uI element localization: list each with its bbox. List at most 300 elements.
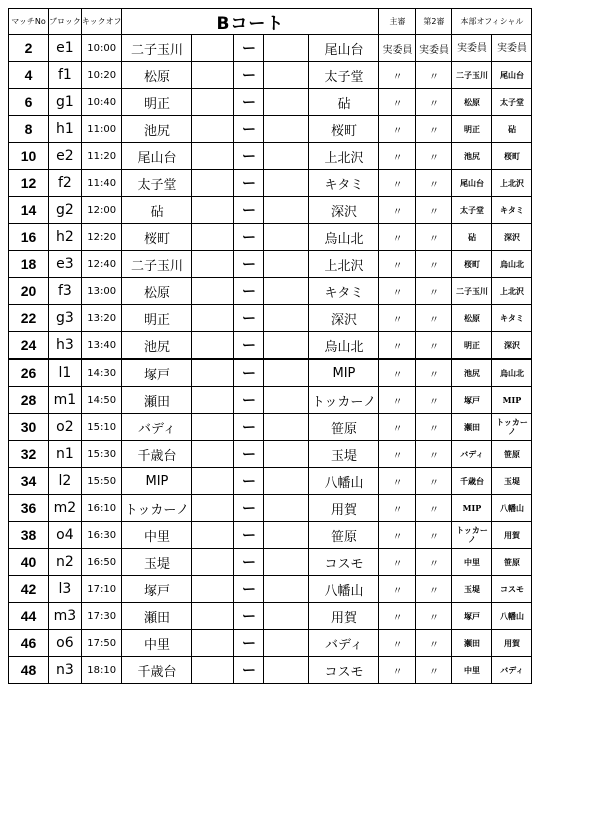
second-referee: 〃 xyxy=(416,116,452,143)
match-no: 36 xyxy=(9,495,49,522)
block-code: l2 xyxy=(49,468,82,495)
table-row xyxy=(9,630,532,657)
home-team: MIP xyxy=(122,468,192,495)
home-team: 千歳台 xyxy=(122,657,192,684)
chief-referee: 〃 xyxy=(379,495,416,522)
kickoff-time: 18:10 xyxy=(81,657,122,684)
table-row xyxy=(9,35,532,62)
score-cell xyxy=(192,224,234,251)
hq-official-1: 実委員 xyxy=(452,35,492,62)
hq-official-2: 用賀 xyxy=(492,630,532,657)
chief-referee: 〃 xyxy=(379,197,416,224)
second-referee: 〃 xyxy=(416,657,452,684)
chief-referee: 〃 xyxy=(379,549,416,576)
kickoff-time: 17:50 xyxy=(81,630,122,657)
home-team: トッカーノ xyxy=(122,495,192,522)
chief-referee: 〃 xyxy=(379,630,416,657)
away-team: 砧 xyxy=(309,89,379,116)
chief-referee: 〃 xyxy=(379,224,416,251)
kickoff-time: 13:40 xyxy=(81,332,122,360)
score-cell xyxy=(264,549,309,576)
hq-official-2: 笹原 xyxy=(492,549,532,576)
score-cell xyxy=(192,116,234,143)
home-team: 明正 xyxy=(122,89,192,116)
score-cell xyxy=(264,224,309,251)
score-cell xyxy=(192,35,234,62)
hq-official-2: 尾山台 xyxy=(492,62,532,89)
match-no: 4 xyxy=(9,62,49,89)
match-no: 20 xyxy=(9,278,49,305)
score-cell xyxy=(192,495,234,522)
chief-referee: 〃 xyxy=(379,387,416,414)
home-team: 二子玉川 xyxy=(122,251,192,278)
chief-referee: 〃 xyxy=(379,305,416,332)
hq-official-1: 明正 xyxy=(452,332,492,360)
kickoff-time: 12:20 xyxy=(81,224,122,251)
hq-official-1: トッカーノ xyxy=(452,522,492,549)
hq-official-1: 玉堤 xyxy=(452,576,492,603)
hq-official-1: 松原 xyxy=(452,89,492,116)
second-referee: 〃 xyxy=(416,224,452,251)
away-team: 八幡山 xyxy=(309,576,379,603)
hq-official-1: 砧 xyxy=(452,224,492,251)
score-cell xyxy=(192,89,234,116)
second-referee: 〃 xyxy=(416,630,452,657)
header-row xyxy=(9,9,532,35)
away-team: キタミ xyxy=(309,278,379,305)
match-no: 44 xyxy=(9,603,49,630)
home-team: 中里 xyxy=(122,630,192,657)
match-no: 6 xyxy=(9,89,49,116)
hq-official-1: 瀬田 xyxy=(452,414,492,441)
table-row xyxy=(9,495,532,522)
kickoff-time: 11:00 xyxy=(81,116,122,143)
kickoff-time: 12:40 xyxy=(81,251,122,278)
hq-official-2: 太子堂 xyxy=(492,89,532,116)
block-code: f3 xyxy=(49,278,82,305)
block-code: e1 xyxy=(49,35,82,62)
kickoff-time: 13:20 xyxy=(81,305,122,332)
kickoff-time: 17:30 xyxy=(81,603,122,630)
kickoff-time: 17:10 xyxy=(81,576,122,603)
table-row xyxy=(9,251,532,278)
table-row xyxy=(9,549,532,576)
vs-dash: ー xyxy=(234,170,264,197)
home-team: 池尻 xyxy=(122,332,192,360)
match-no: 42 xyxy=(9,576,49,603)
chief-referee: 〃 xyxy=(379,251,416,278)
chief-referee: 〃 xyxy=(379,359,416,387)
match-no: 10 xyxy=(9,143,49,170)
vs-dash: ー xyxy=(234,549,264,576)
score-cell xyxy=(192,62,234,89)
kickoff-time: 10:00 xyxy=(81,35,122,62)
home-team: 池尻 xyxy=(122,116,192,143)
chief-referee: 〃 xyxy=(379,332,416,360)
block-code: o2 xyxy=(49,414,82,441)
hq-official-1: 松原 xyxy=(452,305,492,332)
chief-referee: 〃 xyxy=(379,278,416,305)
block-code: h3 xyxy=(49,332,82,360)
block-code: m1 xyxy=(49,387,82,414)
hq-official-1: 二子玉川 xyxy=(452,62,492,89)
hq-official-2: キタミ xyxy=(492,305,532,332)
table-row xyxy=(9,278,532,305)
second-referee: 〃 xyxy=(416,387,452,414)
block-code: g3 xyxy=(49,305,82,332)
second-referee: 〃 xyxy=(416,468,452,495)
hq-official-2: 烏山北 xyxy=(492,251,532,278)
hq-official-2: コスモ xyxy=(492,576,532,603)
score-cell xyxy=(192,576,234,603)
match-no: 38 xyxy=(9,522,49,549)
hq-official-2: 実委員 xyxy=(492,35,532,62)
block-code: h1 xyxy=(49,116,82,143)
table-row xyxy=(9,197,532,224)
block-code: n1 xyxy=(49,441,82,468)
header-hq-official: 本部オフィシャル xyxy=(452,9,532,35)
score-cell xyxy=(192,305,234,332)
away-team: 桜町 xyxy=(309,116,379,143)
score-cell xyxy=(264,35,309,62)
score-cell xyxy=(264,89,309,116)
away-team: 太子堂 xyxy=(309,62,379,89)
hq-official-1: 太子堂 xyxy=(452,197,492,224)
kickoff-time: 10:40 xyxy=(81,89,122,116)
vs-dash: ー xyxy=(234,603,264,630)
score-cell xyxy=(192,414,234,441)
block-code: f1 xyxy=(49,62,82,89)
second-referee: 〃 xyxy=(416,603,452,630)
chief-referee: 〃 xyxy=(379,468,416,495)
score-cell xyxy=(264,414,309,441)
hq-official-1: 塚戸 xyxy=(452,387,492,414)
match-no: 34 xyxy=(9,468,49,495)
kickoff-time: 11:20 xyxy=(81,143,122,170)
away-team: 深沢 xyxy=(309,197,379,224)
away-team: キタミ xyxy=(309,170,379,197)
score-cell xyxy=(192,657,234,684)
hq-official-2: 八幡山 xyxy=(492,603,532,630)
score-cell xyxy=(264,305,309,332)
chief-referee: 〃 xyxy=(379,657,416,684)
vs-dash: ー xyxy=(234,495,264,522)
table-row xyxy=(9,414,532,441)
block-code: n2 xyxy=(49,549,82,576)
score-cell xyxy=(264,387,309,414)
table-row xyxy=(9,603,532,630)
table-row xyxy=(9,441,532,468)
hq-official-1: 中里 xyxy=(452,549,492,576)
vs-dash: ー xyxy=(234,332,264,360)
match-no: 18 xyxy=(9,251,49,278)
kickoff-time: 15:50 xyxy=(81,468,122,495)
hq-official-2: 烏山北 xyxy=(492,359,532,387)
score-cell xyxy=(264,170,309,197)
vs-dash: ー xyxy=(234,387,264,414)
table-row xyxy=(9,359,532,387)
chief-referee: 〃 xyxy=(379,62,416,89)
score-cell xyxy=(192,197,234,224)
chief-referee: 〃 xyxy=(379,170,416,197)
home-team: 明正 xyxy=(122,305,192,332)
score-cell xyxy=(264,197,309,224)
chief-referee: 〃 xyxy=(379,603,416,630)
hq-official-2: 桜町 xyxy=(492,143,532,170)
hq-official-2: 砧 xyxy=(492,116,532,143)
home-team: 玉堤 xyxy=(122,549,192,576)
kickoff-time: 11:40 xyxy=(81,170,122,197)
away-team: 烏山北 xyxy=(309,332,379,360)
score-cell xyxy=(192,170,234,197)
vs-dash: ー xyxy=(234,522,264,549)
second-referee: 〃 xyxy=(416,332,452,360)
home-team: 松原 xyxy=(122,62,192,89)
vs-dash: ー xyxy=(234,197,264,224)
kickoff-time: 10:20 xyxy=(81,62,122,89)
away-team: 笹原 xyxy=(309,522,379,549)
kickoff-time: 13:00 xyxy=(81,278,122,305)
kickoff-time: 12:00 xyxy=(81,197,122,224)
header-match-no: マッチNo xyxy=(9,9,49,35)
header-kickoff: キックオフ xyxy=(81,9,122,35)
score-cell xyxy=(192,278,234,305)
match-no: 26 xyxy=(9,359,49,387)
hq-official-1: バディ xyxy=(452,441,492,468)
home-team: 二子玉川 xyxy=(122,35,192,62)
match-no: 48 xyxy=(9,657,49,684)
hq-official-1: 二子玉川 xyxy=(452,278,492,305)
match-no: 14 xyxy=(9,197,49,224)
hq-official-2: キタミ xyxy=(492,197,532,224)
hq-official-2: 深沢 xyxy=(492,332,532,360)
hq-official-2: 上北沢 xyxy=(492,278,532,305)
home-team: 松原 xyxy=(122,278,192,305)
second-referee: 〃 xyxy=(416,89,452,116)
hq-official-2: 八幡山 xyxy=(492,495,532,522)
second-referee: 〃 xyxy=(416,549,452,576)
hq-official-1: 桜町 xyxy=(452,251,492,278)
away-team: 上北沢 xyxy=(309,143,379,170)
score-cell xyxy=(264,116,309,143)
vs-dash: ー xyxy=(234,359,264,387)
home-team: 千歳台 xyxy=(122,441,192,468)
chief-referee: 〃 xyxy=(379,89,416,116)
second-referee: 〃 xyxy=(416,251,452,278)
hq-official-2: トッカーノ xyxy=(492,414,532,441)
second-referee: 〃 xyxy=(416,522,452,549)
hq-official-1: 明正 xyxy=(452,116,492,143)
kickoff-time: 14:30 xyxy=(81,359,122,387)
vs-dash: ー xyxy=(234,630,264,657)
match-no: 30 xyxy=(9,414,49,441)
hq-official-2: MIP xyxy=(492,387,532,414)
hq-official-2: 笹原 xyxy=(492,441,532,468)
second-referee: 〃 xyxy=(416,359,452,387)
score-cell xyxy=(192,468,234,495)
hq-official-1: MIP xyxy=(452,495,492,522)
second-referee: 〃 xyxy=(416,143,452,170)
away-team: 笹原 xyxy=(309,414,379,441)
home-team: 中里 xyxy=(122,522,192,549)
kickoff-time: 16:10 xyxy=(81,495,122,522)
score-cell xyxy=(192,387,234,414)
match-no: 22 xyxy=(9,305,49,332)
schedule-table xyxy=(8,8,532,684)
score-cell xyxy=(192,549,234,576)
chief-referee: 〃 xyxy=(379,414,416,441)
match-no: 2 xyxy=(9,35,49,62)
chief-referee: 〃 xyxy=(379,441,416,468)
score-cell xyxy=(192,630,234,657)
block-code: g1 xyxy=(49,89,82,116)
chief-referee: 〃 xyxy=(379,576,416,603)
vs-dash: ー xyxy=(234,251,264,278)
table-row xyxy=(9,116,532,143)
vs-dash: ー xyxy=(234,62,264,89)
block-code: f2 xyxy=(49,170,82,197)
block-code: e2 xyxy=(49,143,82,170)
table-row xyxy=(9,332,532,360)
vs-dash: ー xyxy=(234,441,264,468)
score-cell xyxy=(264,522,309,549)
header-block: ブロック xyxy=(49,9,82,35)
table-row xyxy=(9,62,532,89)
second-referee: 〃 xyxy=(416,170,452,197)
score-cell xyxy=(264,251,309,278)
score-cell xyxy=(264,441,309,468)
table-row xyxy=(9,89,532,116)
score-cell xyxy=(264,657,309,684)
kickoff-time: 14:50 xyxy=(81,387,122,414)
away-team: 烏山北 xyxy=(309,224,379,251)
away-team: バディ xyxy=(309,630,379,657)
vs-dash: ー xyxy=(234,414,264,441)
vs-dash: ー xyxy=(234,278,264,305)
home-team: 塚戸 xyxy=(122,359,192,387)
schedule-sheet xyxy=(8,8,532,684)
hq-official-1: 尾山台 xyxy=(452,170,492,197)
vs-dash: ー xyxy=(234,89,264,116)
hq-official-1: 千歳台 xyxy=(452,468,492,495)
table-row xyxy=(9,576,532,603)
away-team: トッカーノ xyxy=(309,387,379,414)
chief-referee: 〃 xyxy=(379,143,416,170)
away-team: コスモ xyxy=(309,657,379,684)
away-team: 八幡山 xyxy=(309,468,379,495)
home-team: 塚戸 xyxy=(122,576,192,603)
away-team: 用賀 xyxy=(309,603,379,630)
chief-referee: 実委員 xyxy=(379,35,416,62)
vs-dash: ー xyxy=(234,224,264,251)
match-no: 28 xyxy=(9,387,49,414)
block-code: o4 xyxy=(49,522,82,549)
second-referee: 〃 xyxy=(416,197,452,224)
score-cell xyxy=(264,603,309,630)
second-referee: 〃 xyxy=(416,305,452,332)
block-code: l1 xyxy=(49,359,82,387)
vs-dash: ー xyxy=(234,468,264,495)
second-referee: 〃 xyxy=(416,495,452,522)
hq-official-1: 池尻 xyxy=(452,359,492,387)
match-no: 8 xyxy=(9,116,49,143)
home-team: 尾山台 xyxy=(122,143,192,170)
block-code: e3 xyxy=(49,251,82,278)
away-team: 上北沢 xyxy=(309,251,379,278)
chief-referee: 〃 xyxy=(379,522,416,549)
second-referee: 〃 xyxy=(416,441,452,468)
score-cell xyxy=(192,522,234,549)
home-team: 瀬田 xyxy=(122,603,192,630)
vs-dash: ー xyxy=(234,35,264,62)
home-team: 太子堂 xyxy=(122,170,192,197)
second-referee: 〃 xyxy=(416,62,452,89)
away-team: MIP xyxy=(309,359,379,387)
vs-dash: ー xyxy=(234,143,264,170)
block-code: m3 xyxy=(49,603,82,630)
hq-official-2: 上北沢 xyxy=(492,170,532,197)
hq-official-1: 瀬田 xyxy=(452,630,492,657)
match-no: 16 xyxy=(9,224,49,251)
kickoff-time: 16:50 xyxy=(81,549,122,576)
block-code: n3 xyxy=(49,657,82,684)
match-no: 12 xyxy=(9,170,49,197)
kickoff-time: 15:30 xyxy=(81,441,122,468)
second-referee: 実委員 xyxy=(416,35,452,62)
table-row xyxy=(9,170,532,197)
vs-dash: ー xyxy=(234,576,264,603)
home-team: 砧 xyxy=(122,197,192,224)
table-row xyxy=(9,305,532,332)
score-cell xyxy=(264,62,309,89)
kickoff-time: 15:10 xyxy=(81,414,122,441)
table-row xyxy=(9,657,532,684)
score-cell xyxy=(264,359,309,387)
table-row xyxy=(9,387,532,414)
second-referee: 〃 xyxy=(416,576,452,603)
hq-official-1: 塚戸 xyxy=(452,603,492,630)
vs-dash: ー xyxy=(234,657,264,684)
block-code: g2 xyxy=(49,197,82,224)
score-cell xyxy=(192,332,234,360)
hq-official-2: 深沢 xyxy=(492,224,532,251)
home-team: 桜町 xyxy=(122,224,192,251)
score-cell xyxy=(264,495,309,522)
hq-official-1: 中里 xyxy=(452,657,492,684)
away-team: コスモ xyxy=(309,549,379,576)
score-cell xyxy=(264,332,309,360)
table-row xyxy=(9,224,532,251)
match-no: 32 xyxy=(9,441,49,468)
vs-dash: ー xyxy=(234,116,264,143)
score-cell xyxy=(264,278,309,305)
hq-official-2: バディ xyxy=(492,657,532,684)
score-cell xyxy=(264,468,309,495)
table-row xyxy=(9,143,532,170)
away-team: 用賀 xyxy=(309,495,379,522)
hq-official-2: 玉堤 xyxy=(492,468,532,495)
match-no: 40 xyxy=(9,549,49,576)
block-code: o6 xyxy=(49,630,82,657)
score-cell xyxy=(192,359,234,387)
score-cell xyxy=(192,441,234,468)
court-title: Bコート xyxy=(122,9,379,35)
table-row xyxy=(9,522,532,549)
block-code: l3 xyxy=(49,576,82,603)
header-second-referee: 第2審 xyxy=(416,9,452,35)
score-cell xyxy=(192,251,234,278)
score-cell xyxy=(192,143,234,170)
